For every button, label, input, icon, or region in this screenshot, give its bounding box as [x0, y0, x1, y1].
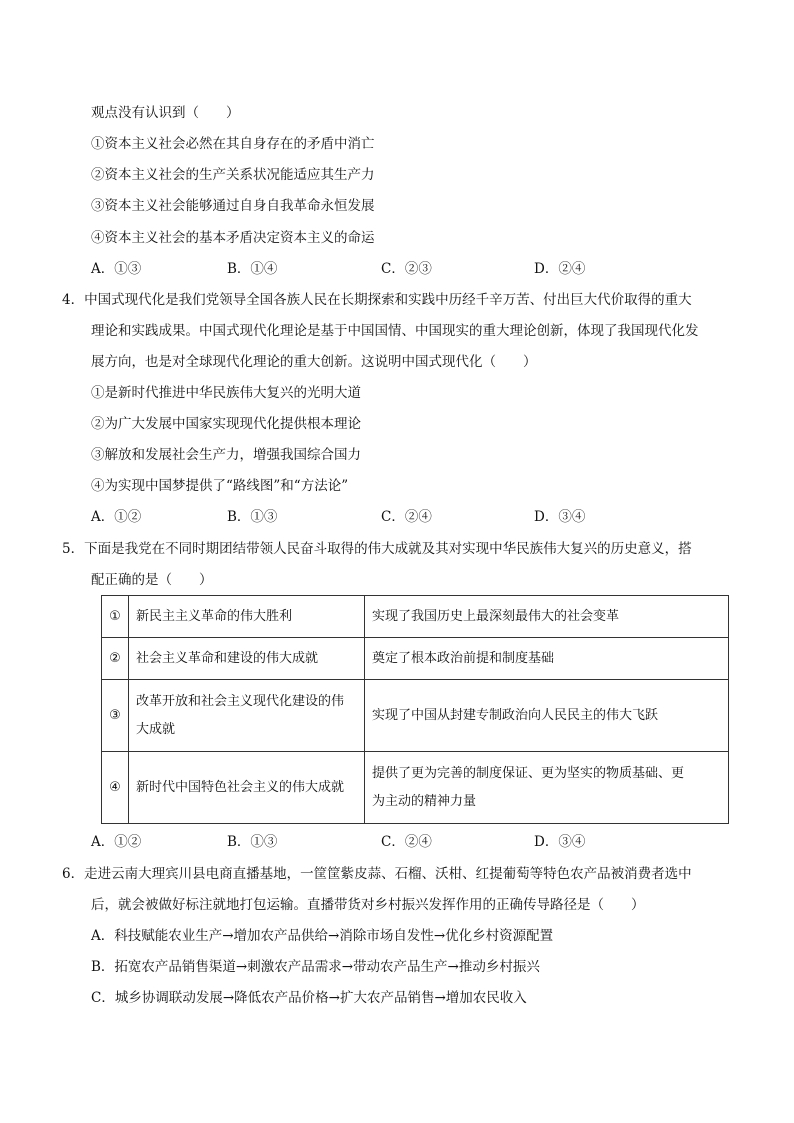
- row-number: ③: [102, 680, 129, 752]
- q4-stem-line-3: 展方向，也是对全球现代化理论的重大创新。这说明中国式现代化（ ）: [91, 354, 537, 370]
- q4-item-1: ①是新时代推进中华民族伟大复兴的光明大道: [91, 385, 361, 401]
- achievement-cell: 新时代中国特色社会主义的伟大成就: [129, 752, 365, 824]
- q5-option-a[interactable]: A．①②: [91, 834, 142, 850]
- significance-cell: 实现了中国从封建专制政治向人民民主的伟大飞跃: [365, 680, 729, 752]
- table-row: [102, 752, 729, 824]
- q4-item-2: ②为广大发展中国家实现现代化提供根本理论: [91, 416, 361, 432]
- significance-cell: 实现了我国历史上最深刻最伟大的社会变革: [365, 596, 729, 638]
- q3-stem-end: 观点没有认识到（ ）: [91, 105, 240, 121]
- q3-item-3: ③资本主义社会能够通过自身自我革命永恒发展: [91, 198, 375, 214]
- q3-item-2: ②资本主义社会的生产关系状况能适应其生产力: [91, 167, 375, 183]
- q3-options: [91, 259, 731, 279]
- q6-option-a[interactable]: A．科技赋能农业生产→增加农产品供给→消除市场自发性→优化乡村资源配置: [91, 928, 554, 944]
- q3-option-c[interactable]: C．②③: [381, 261, 432, 277]
- q4-option-c[interactable]: C．②④: [381, 509, 432, 525]
- achievement-cell: 新民主主义革命的伟大胜利: [129, 596, 365, 638]
- q3-item-4: ④资本主义社会的基本矛盾决定资本主义的命运: [91, 230, 375, 246]
- q3-item-1: ①资本主义社会必然在其自身存在的矛盾中消亡: [91, 136, 375, 152]
- q3-option-b[interactable]: B．①④: [227, 261, 278, 277]
- q5-options: [91, 832, 731, 852]
- achievement-cell: 改革开放和社会主义现代化建设的伟 大成就: [129, 680, 365, 752]
- q5-matching-table: [101, 595, 729, 824]
- table-row: [102, 680, 729, 752]
- q4-option-d[interactable]: D．③④: [534, 509, 586, 525]
- table-row: [102, 638, 729, 680]
- achievement-cell: 社会主义革命和建设的伟大成就: [129, 638, 365, 680]
- q4-item-3: ③解放和发展社会生产力，增强我国综合国力: [91, 447, 361, 463]
- q6-option-b[interactable]: B．拓宽农产品销售渠道→刺激农产品需求→带动农产品生产→推动乡村振兴: [91, 959, 540, 975]
- row-number: ①: [102, 596, 129, 638]
- q5-stem-line-2: 配正确的是（ ）: [91, 572, 213, 588]
- q4-stem-line-2: 理论和实践成果。中国式现代化理论是基于中国国情、中国现实的重大理论创新，体现了我国现代化发: [91, 323, 699, 339]
- q4-options: [91, 507, 731, 527]
- q4-item-4: ④为实现中国梦提供了“路线图”和“方法论”: [91, 478, 349, 494]
- q5-stem-line-1: 5．下面是我党在不同时期团结带领人民奋斗取得的伟大成就及其对实现中华民族伟大复兴的历史意义，搭: [62, 541, 692, 557]
- q3-option-d[interactable]: D．②④: [534, 261, 586, 277]
- q4-option-a[interactable]: A．①②: [91, 509, 142, 525]
- q6-option-c[interactable]: C．城乡协调联动发展→降低农产品价格→扩大农产品销售→增加农民收入: [91, 990, 527, 1006]
- q5-option-d[interactable]: D．③④: [534, 834, 586, 850]
- q6-stem-line-2: 后，就会被做好标注就地打包运输。直播带货对乡村振兴发挥作用的正确传导路径是（ ）: [91, 897, 645, 913]
- significance-cell: 提供了更为完善的制度保证、更为坚实的物质基础、更 为主动的精神力量: [365, 752, 729, 824]
- q3-option-a[interactable]: A．①③: [91, 261, 142, 277]
- q4-option-b[interactable]: B．①③: [227, 509, 278, 525]
- q5-option-c[interactable]: C．②④: [381, 834, 432, 850]
- q4-stem-line-1: 4．中国式现代化是我们党领导全国各族人民在长期探索和实践中历经千辛万苦、付出巨大代价取得的重大: [62, 292, 692, 308]
- table-row: [102, 596, 729, 638]
- row-number: ②: [102, 638, 129, 680]
- q5-option-b[interactable]: B．①③: [227, 834, 278, 850]
- row-number: ④: [102, 752, 129, 824]
- significance-cell: 奠定了根本政治前提和制度基础: [365, 638, 729, 680]
- q6-stem-line-1: 6．走进云南大理宾川县电商直播基地，一筐筐紫皮蒜、石榴、沃柑、红提葡萄等特色农产品被消费者选中: [62, 866, 692, 882]
